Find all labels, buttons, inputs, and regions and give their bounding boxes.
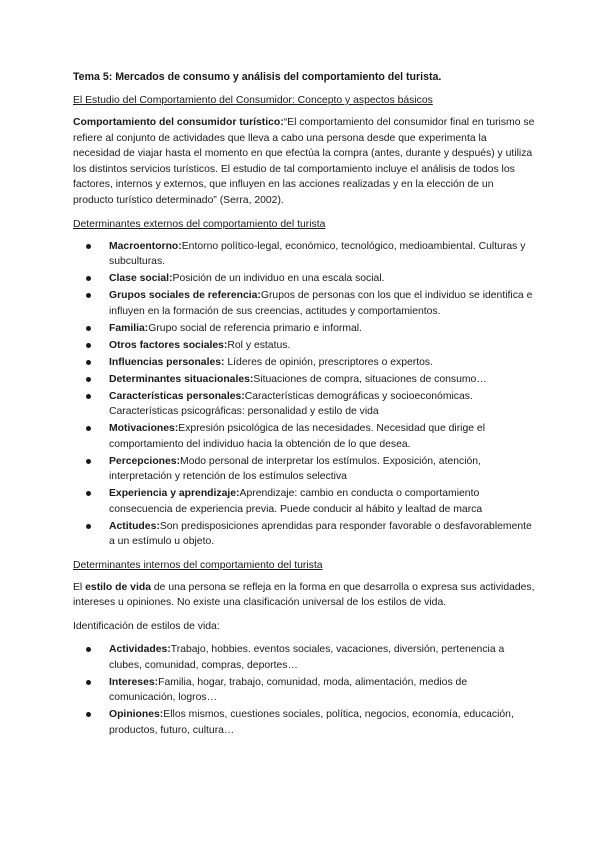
item-term: Motivaciones: — [109, 423, 179, 435]
item-text: Son predisposiciones aprendidas para responder favorable o desfavorablemente a un estímulo u objeto. — [109, 520, 532, 548]
lifestyle-term: estilo de vida — [85, 581, 151, 593]
bullet-icon — [86, 459, 91, 464]
item-term: Opiniones: — [109, 709, 164, 721]
lifestyle-paragraph — [73, 580, 535, 611]
list-item — [73, 486, 535, 517]
bullet-icon — [86, 326, 91, 331]
item-term: Intereses: — [109, 676, 159, 688]
definition-text: “El comportamiento del consumidor final en turismo se refiere al conjunto de actividades que lleva a cabo una persona desde que experimenta la necesidad de viajar hasta el momento en que efectúa la compra (antes, durante y después) y utiliza los distintos servicios turísticos. El estudio de tal comportamiento incluye el análisis de todos los factores, internos y externos, que influyen en las acciones realizadas y en la elección de un producto turístico determinado” (Serra, 2002). — [73, 117, 535, 206]
lifestyle-prefix: El — [73, 581, 86, 593]
bullet-icon — [86, 293, 91, 298]
item-term: Actividades: — [109, 644, 171, 656]
item-text: Entorno político-legal, económico, tecnológico, medioambiental. Culturas y subculturas. — [109, 240, 526, 268]
item-text: Expresión psicológica de las necesidades. Necesidad que dirige el comportamiento del individuo hacia la obtención de lo que desea. — [109, 423, 486, 450]
lifestyle-text: de una persona se refleja en la forma en que desarrolla o expresa sus actividades, intereses u opiniones. No existe una clasificación universal de los estilos de vida. — [73, 581, 535, 609]
list-item — [73, 239, 535, 270]
list-item — [73, 519, 535, 550]
item-term: Macroentorno: — [109, 240, 182, 252]
list-item — [73, 338, 535, 354]
list-item — [73, 707, 535, 738]
bullet-icon — [86, 343, 91, 348]
item-text: Rol y estatus. — [227, 339, 291, 351]
item-term: Determinantes situacionales: — [109, 373, 254, 385]
lifestyle-list-intro: Identificación de estilos de vida: — [73, 620, 220, 632]
bullet-icon — [86, 491, 91, 496]
item-term: Familia: — [109, 322, 149, 334]
item-term: Actitudes: — [109, 520, 160, 532]
item-text: Posición de un individuo en una escala social. — [172, 273, 385, 285]
item-term: Otros factores sociales: — [109, 339, 228, 351]
list-item — [73, 675, 535, 706]
bullet-icon — [86, 360, 91, 365]
bullet-icon — [86, 244, 91, 249]
list-item — [73, 389, 535, 420]
bullet-icon — [86, 712, 91, 717]
item-text: Características demográficas y socioeconómicas. Características psicográficas: personalidad y estilo de vida — [109, 390, 473, 418]
item-term: Grupos sociales de referencia: — [109, 290, 261, 302]
section-heading-internal: Determinantes internos del comportamiento del turista — [73, 559, 323, 571]
item-term: Clase social: — [109, 273, 173, 285]
bullet-icon — [86, 394, 91, 399]
item-term: Percepciones: — [109, 455, 181, 467]
item-text: Ellos mismos, cuestiones sociales, política, negocios, economía, educación, productos, futuro, cultura… — [109, 709, 514, 736]
document-page — [73, 70, 535, 746]
bullet-icon — [86, 524, 91, 529]
lifestyle-list — [73, 642, 535, 738]
list-item — [73, 321, 535, 337]
item-text: Líderes de opinión, prescriptores o expertos. — [224, 356, 434, 368]
bullet-icon — [86, 680, 91, 685]
item-term: Características personales: — [109, 390, 245, 402]
list-item — [73, 421, 535, 452]
item-term: Experiencia y aprendizaje: — [109, 488, 240, 500]
definition-paragraph — [73, 115, 535, 209]
item-text: Familia, hogar, trabajo, comunidad, moda, alimentación, medios de comunicación, logros… — [109, 676, 468, 704]
bullet-icon — [86, 426, 91, 431]
bullet-icon — [86, 377, 91, 382]
item-term: Influencias personales: — [109, 356, 225, 368]
section-heading-external: Determinantes externos del comportamiento del turista — [73, 218, 326, 230]
document-title: Tema 5: Mercados de consumo y análisis del comportamiento del turista. — [73, 71, 442, 83]
item-text: Modo personal de interpretar los estímulos. Exposición, atención, interpretación y retención de los estímulos selectiva — [109, 455, 481, 483]
item-text: Situaciones de compra, situaciones de consumo… — [253, 373, 487, 385]
list-item — [73, 355, 535, 371]
list-item — [73, 454, 535, 485]
bullet-icon — [86, 647, 91, 652]
section-heading-concept: El Estudio del Comportamiento del Consumidor: Concepto y aspectos básicos — [73, 95, 433, 106]
item-text: Grupos de personas con los que el individuo se identifica e influyen en la formación de sus creencias, actitudes y comportamientos. — [109, 290, 533, 317]
item-text: Trabajo, hobbies. eventos sociales, vacaciones, diversión, pertenencia a clubes, comunidad, compras, deportes… — [109, 644, 505, 671]
item-text: Grupo social de referencia primario e informal. — [148, 322, 362, 334]
bullet-icon — [86, 276, 91, 281]
definition-term: Comportamiento del consumidor turístico: — [73, 117, 284, 128]
external-determinants-list — [73, 239, 535, 550]
list-item — [73, 271, 535, 287]
item-text: Aprendizaje: cambio en conducta o comportamiento consecuencia de experiencia previa. Puede conducir al hábito y lealtad de marca — [109, 488, 483, 515]
list-item — [73, 642, 535, 673]
list-item — [73, 288, 535, 319]
list-item — [73, 372, 535, 388]
